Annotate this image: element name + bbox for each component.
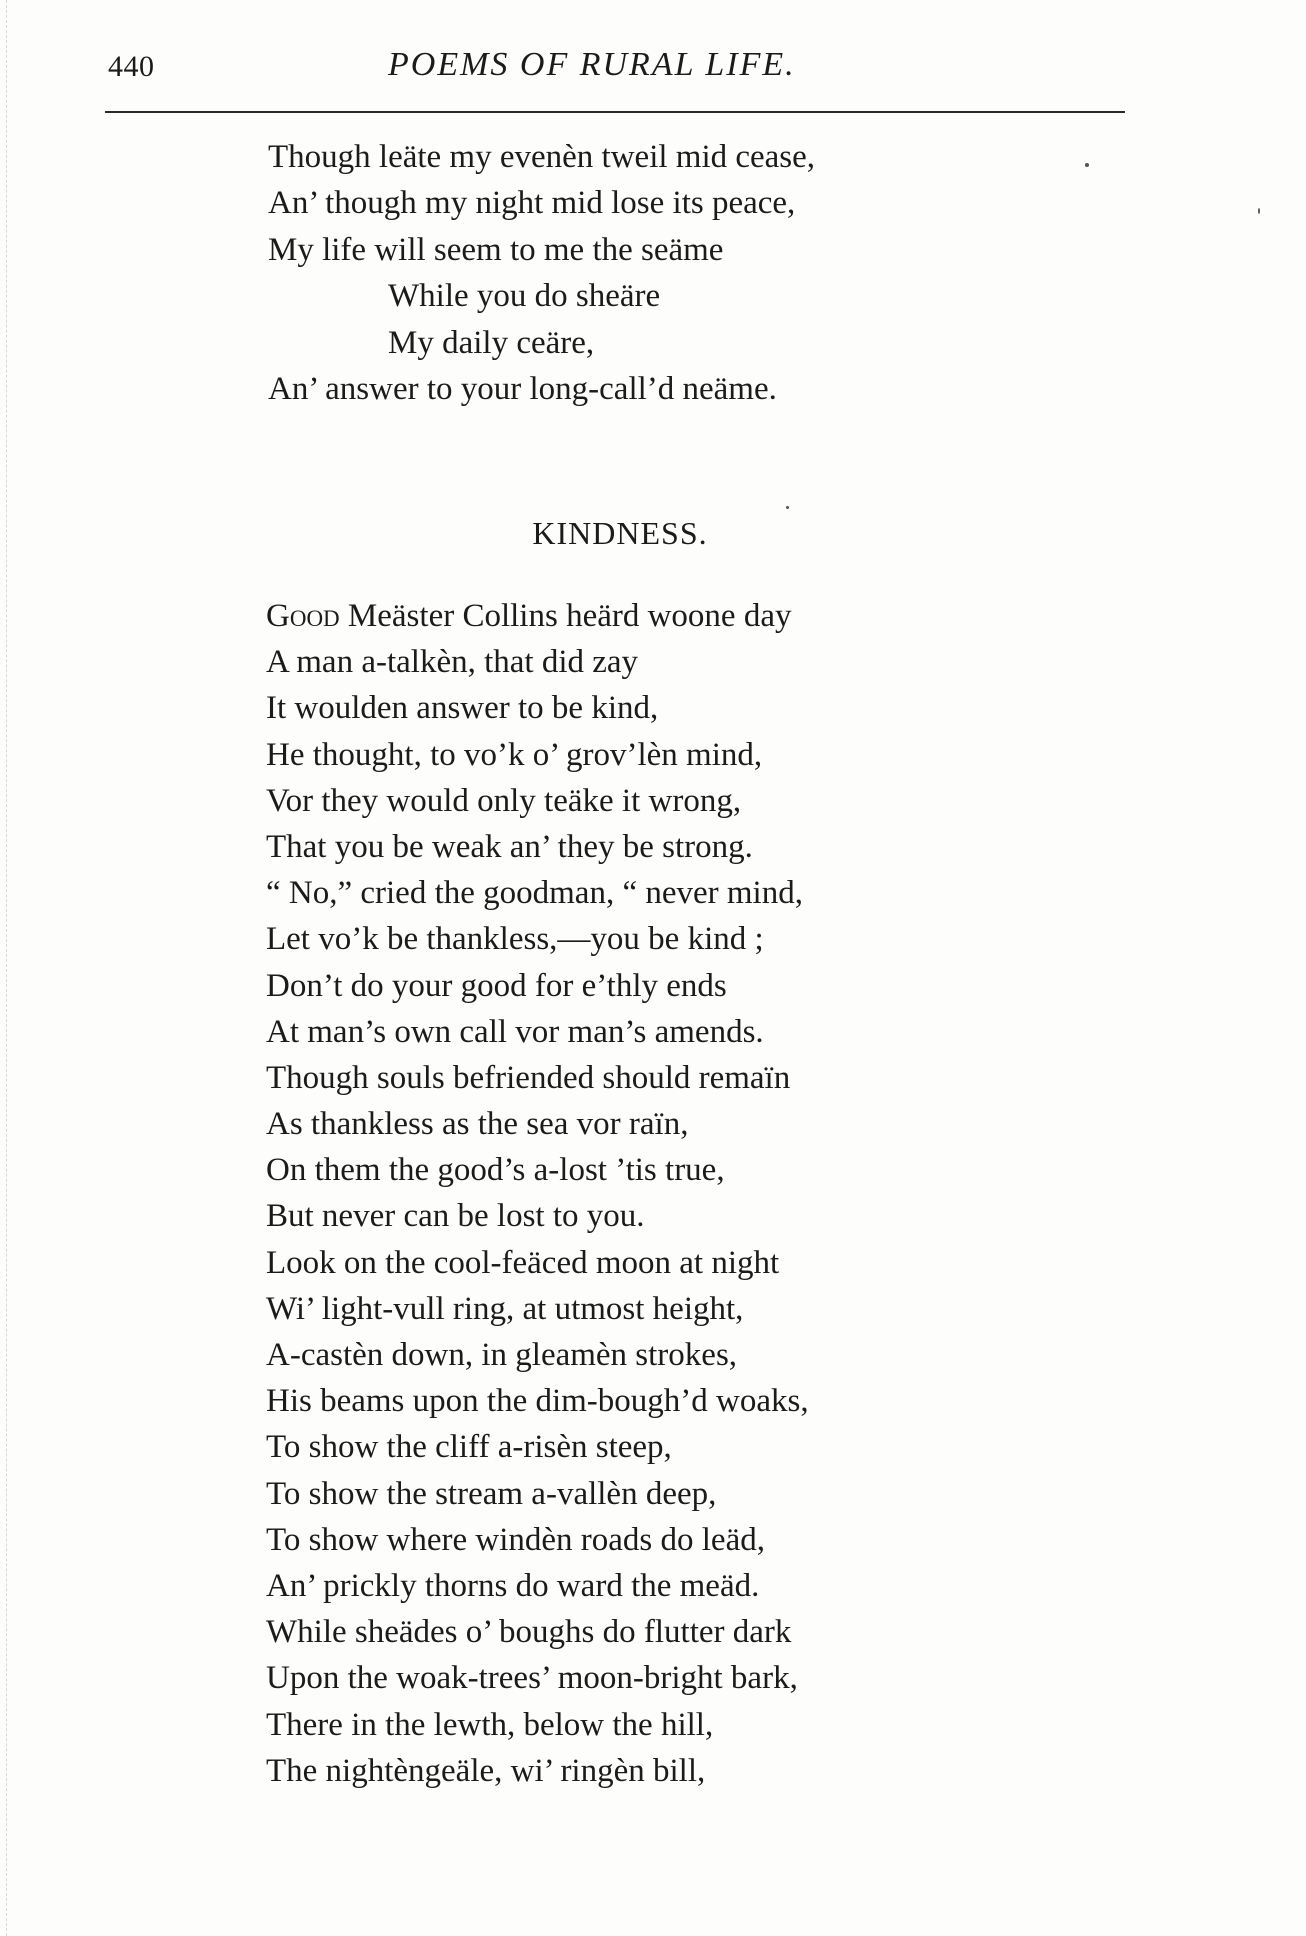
verse-line: A man a-talkèn, that did zay (266, 644, 639, 681)
verse-line: To show the cliff a-risèn steep, (266, 1429, 672, 1466)
running-head: POEMS OF RURAL LIFE. (388, 46, 796, 83)
verse-line: There in the lewth, below the hill, (266, 1706, 714, 1743)
verse-line: While sheädes o’ boughs do flutter dark (266, 1614, 792, 1651)
verse-line: It woulden answer to be kind, (266, 690, 659, 727)
verse-line: An’ prickly thorns do ward the meäd. (266, 1567, 760, 1604)
verse-line: Wi’ light-vull ring, at utmost height, (266, 1290, 744, 1327)
poem-title: KINDNESS. (532, 515, 708, 551)
verse-line-indented: My daily ceäre, (388, 324, 595, 361)
first-line-rest: Meäster Collins heärd woone day (339, 598, 792, 634)
ink-speck (786, 506, 789, 509)
ink-speck (1258, 208, 1260, 214)
verse-line: An’ answer to your long-call’d neäme. (268, 370, 777, 407)
verse-line: At man’s own call vor man’s amends. (266, 1013, 764, 1050)
small-caps-opening: Good (266, 598, 340, 634)
header-rule (105, 111, 1125, 113)
verse-line: Though leäte my evenèn tweil mid cease, (268, 139, 816, 175)
verse-line: Upon the woak-trees’ moon-bright bark, (266, 1660, 798, 1697)
verse-line: A-castèn down, in gleamèn strokes, (266, 1337, 738, 1373)
page-edge (6, 0, 7, 1936)
verse-line: Vor they would only teäke it wrong, (266, 782, 742, 819)
verse-line-first (266, 593, 809, 639)
ink-speck (1085, 163, 1089, 167)
verse-line: An’ though my night mid lose its peace, (268, 185, 796, 222)
verse-line: Though souls befriended should remaïn (266, 1059, 791, 1096)
verse-line: On them the good’s a-lost ’tis true, (266, 1152, 725, 1189)
verse-line: But never can be lost to you. (266, 1198, 645, 1235)
verse-line-indented: While you do sheäre (388, 278, 661, 315)
verse-line: That you be weak an’ they be strong. (266, 828, 753, 865)
poem-body (266, 593, 809, 1794)
verse-line: To show the stream a-vallèn deep, (266, 1475, 717, 1512)
verse-line: His beams upon the dim-bough’d woaks, (266, 1383, 809, 1420)
verse-line: Don’t do your good for e’thly ends (266, 967, 727, 1004)
verse-line: The nightèngeäle, wi’ ringèn bill, (266, 1752, 706, 1789)
verse-line: To show where windèn roads do leäd, (266, 1521, 765, 1558)
verse-line: “ No,” cried the goodman, “ never mind, (266, 875, 803, 912)
previous-poem-ending (268, 134, 815, 412)
verse-line: Look on the cool-feäced moon at night (266, 1244, 780, 1281)
verse-line: Let vo’k be thankless,—you be kind ; (266, 921, 764, 958)
verse-line: He thought, to vo’k o’ grov’lèn mind, (266, 736, 763, 773)
verse-line: My life will seem to me the seäme (268, 231, 724, 268)
page-header (108, 42, 1128, 92)
page-number: 440 (108, 50, 155, 83)
verse-line: As thankless as the sea vor raïn, (266, 1106, 689, 1143)
